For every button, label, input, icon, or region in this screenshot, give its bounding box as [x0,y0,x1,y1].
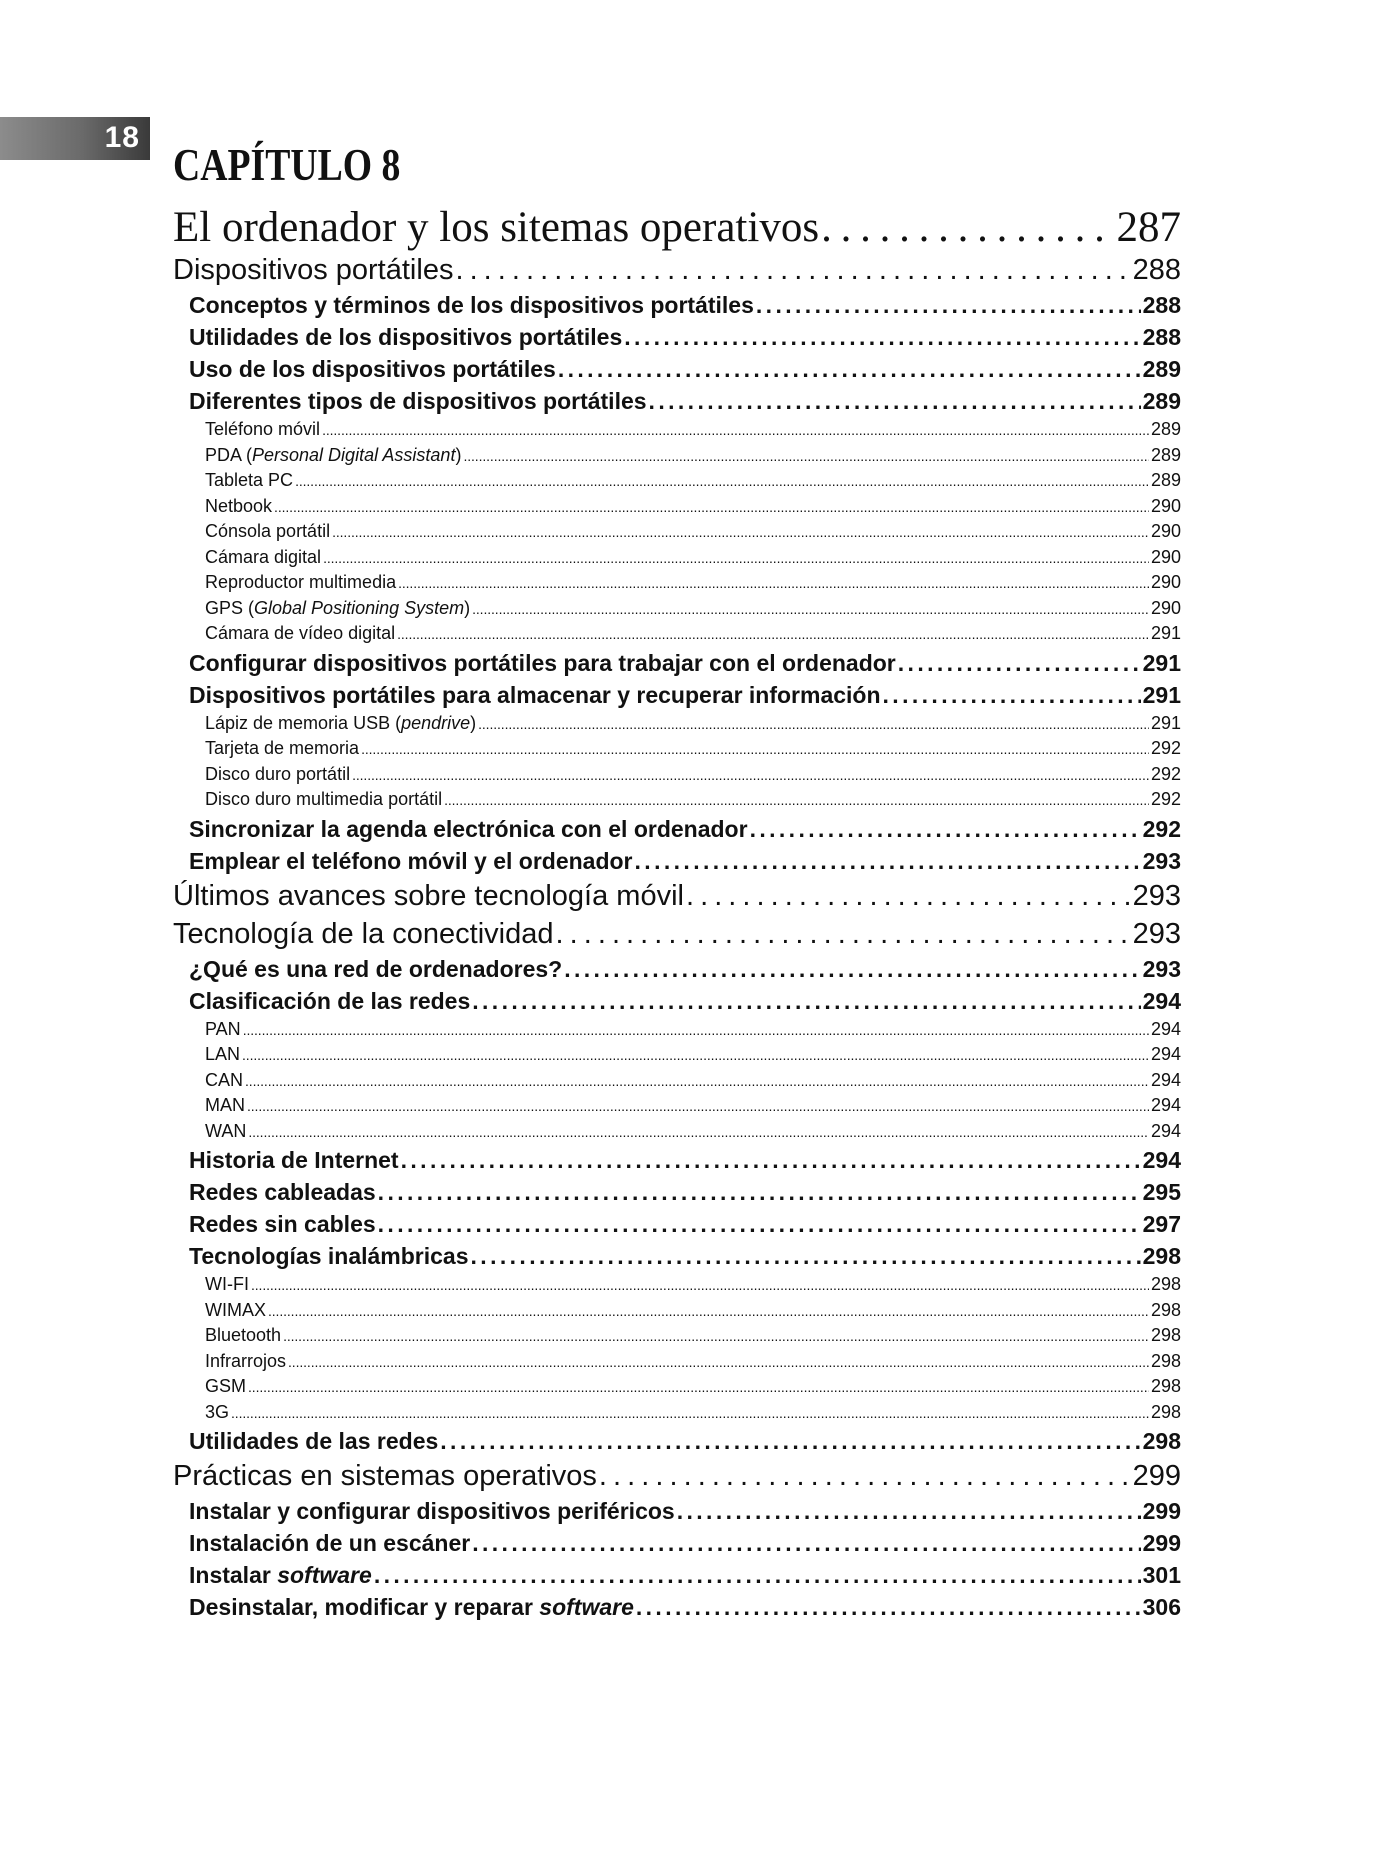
chapter-title: El ordenador y los sitemas operativos [173,205,820,251]
leader-dots [245,1068,1149,1094]
toc-entry-page: 292 [1150,763,1181,784]
leader-dots [361,736,1149,762]
leader-dots [649,385,1141,417]
toc-entry-page: 290 [1150,546,1181,567]
toc-entry-level-2[interactable] [173,1176,1181,1208]
leader-dots [398,570,1149,596]
toc-entry-level-3[interactable] [173,468,1181,494]
toc-entry-page: 298 [1150,1325,1181,1345]
toc-entry-page: 290 [1150,495,1181,516]
toc-entry-level-2[interactable] [173,1144,1181,1176]
toc-entry-title: PDA (Personal Digital Assistant) [205,444,462,465]
leader-dots [378,1176,1141,1208]
leader-dots [283,1323,1149,1349]
toc-entry-page: 290 [1150,572,1181,592]
toc-entry-page: 291 [1142,649,1181,676]
toc-entry-page: 293 [1142,847,1181,874]
toc-entry-title: Configurar dispositivos portátiles para trabajar con el ordenador [189,649,896,676]
toc-entry-level-2[interactable] [173,1495,1181,1527]
leader-dots [440,1425,1140,1457]
toc-entry-level-3[interactable] [173,596,1181,622]
toc-entry-level-3[interactable] [173,621,1181,647]
toc-entry-page: 292 [1150,789,1181,809]
toc-entry-title: Bluetooth [205,1325,282,1345]
toc-entries [173,251,1181,1623]
toc-entry-level-2[interactable] [173,985,1181,1017]
toc-entry-title: WI-FI [205,1274,249,1294]
toc-entry-level-1[interactable] [173,251,1181,289]
toc-entry-italic: Personal Digital Assistant [252,444,456,465]
toc-entry-level-3[interactable] [173,443,1181,469]
toc-entry-page: 292 [1142,815,1181,842]
toc-entry-level-2[interactable] [173,1208,1181,1240]
leader-dots [624,321,1140,353]
toc-entry-page: 291 [1142,681,1181,708]
toc-entry-page: 289 [1142,356,1181,382]
toc-entry-page: 298 [1142,1243,1181,1269]
toc-entry-title: Reproductor multimedia [205,572,397,592]
leader-dots [471,1240,1141,1272]
toc-entry-page: 294 [1150,1018,1181,1039]
toc-entry-level-1[interactable] [173,1457,1181,1495]
toc-entry-title: Tableta PC [205,470,294,490]
chapter-title-entry[interactable] [173,205,1181,251]
leader-dots [564,953,1140,985]
toc-entry-page: 298 [1150,1299,1181,1320]
toc-entry-level-2[interactable] [173,679,1181,711]
toc-entry-title: Tecnologías inalámbricas [189,1243,469,1269]
leader-dots [898,647,1141,679]
toc-entry-level-1[interactable] [173,915,1181,953]
toc-entry-title: Cónsola portátil [205,521,331,541]
toc-entry-title: GPS (Global Positioning System) [205,597,471,618]
toc-entry-title: Dispositivos portátiles [173,254,454,286]
toc-entry-level-3[interactable] [173,545,1181,571]
toc-entry-level-2[interactable] [173,385,1181,417]
toc-entry-page: 294 [1150,1069,1181,1090]
page-number-tab [0,117,150,160]
toc-entry-level-3[interactable] [173,417,1181,443]
leader-dots [636,1591,1141,1623]
toc-entry-level-3[interactable] [173,736,1181,762]
toc-entry-level-2[interactable] [173,1559,1181,1591]
toc-entry-page: 294 [1150,1044,1181,1064]
toc-entry-level-3[interactable] [173,1093,1181,1119]
toc-entry-level-3[interactable] [173,1119,1181,1145]
toc-entry-level-3[interactable] [173,1323,1181,1349]
toc-entry-page: 289 [1150,419,1181,439]
leader-dots [268,1298,1149,1324]
toc-entry-title: Infrarrojos [205,1350,287,1371]
leader-dots [750,813,1141,845]
toc-entry-page: 288 [1132,254,1181,286]
leader-dots [883,679,1141,711]
toc-entry-title: Instalar software [189,1562,372,1588]
toc-entry-page: 298 [1150,1401,1181,1422]
toc-entry-page: 291 [1150,712,1181,733]
toc-entry-level-3[interactable] [173,519,1181,545]
toc-entry-page: 289 [1142,388,1181,414]
toc-entry-title: 3G [205,1401,230,1422]
toc-entry-page: 293 [1132,879,1181,912]
toc-entry-page: 306 [1142,1594,1181,1620]
toc-entry-italic: pendrive [401,712,471,733]
leader-dots [248,1374,1149,1400]
leader-dots [248,1119,1149,1145]
toc-entry-title: Lápiz de memoria USB (pendrive) [205,712,477,733]
toc-entry-title: Tecnología de la conectividad [173,917,554,950]
toc-entry-level-2[interactable] [173,289,1181,321]
toc-entry-page: 299 [1132,1460,1181,1492]
toc-entry-title: Cámara digital [205,546,322,567]
toc-entry-page: 289 [1150,470,1181,490]
leader-dots [455,251,1130,289]
toc-entry-title: Emplear el teléfono móvil y el ordenador [189,847,633,874]
leader-dots [352,762,1149,788]
leader-dots [323,545,1149,571]
toc-entry-title: Diferentes tipos de dispositivos portátiles [189,388,647,414]
toc-entry-title: WAN [205,1120,247,1141]
toc-entry-title: MAN [205,1095,245,1115]
toc-entry-level-3[interactable] [173,1042,1181,1068]
toc-entry-page: 290 [1150,597,1181,618]
toc-entry-title: Utilidades de las redes [189,1428,439,1454]
leader-dots [231,1400,1149,1426]
toc-entry-level-3[interactable] [173,1374,1181,1400]
toc-entry-title: Cámara de vídeo digital [205,623,396,643]
toc-entry-italic: software [539,1594,634,1620]
leader-dots [635,845,1141,877]
leader-dots [295,468,1149,494]
toc-entry-title: Conceptos y términos de los dispositivos portátiles [189,292,754,318]
leader-dots [472,985,1140,1017]
leader-dots [247,1093,1149,1119]
leader-dots [555,915,1130,953]
toc-entry-title: Redes cableadas [189,1179,376,1205]
toc-entry-level-3[interactable] [173,570,1181,596]
toc-entry-title: Instalar y configurar dispositivos periféricos [189,1498,675,1524]
toc-entry-level-3[interactable] [173,762,1181,788]
toc-entry-page: 293 [1132,917,1181,950]
leader-dots [821,205,1114,251]
toc-entry-title: Uso de los dispositivos portátiles [189,356,556,382]
leader-dots [251,1272,1149,1298]
toc-entry-page: 288 [1142,324,1181,350]
toc-entry-level-3[interactable] [173,787,1181,813]
leader-dots [599,1457,1131,1495]
toc-entry-title: Clasificación de las redes [189,987,471,1014]
toc-entry-level-2[interactable] [173,321,1181,353]
leader-dots [686,877,1131,915]
toc-entry-title: Instalación de un escáner [189,1530,471,1556]
toc-entry-title: WIMAX [205,1299,266,1320]
toc-entry-title: Prácticas en sistemas operativos [173,1460,597,1492]
leader-dots [288,1349,1149,1375]
toc-entry-level-2[interactable] [173,647,1181,679]
toc-entry-level-3[interactable] [173,1400,1181,1426]
leader-dots [677,1495,1141,1527]
toc-entry-title: Teléfono móvil [205,419,321,439]
leader-dots [478,711,1149,737]
toc-entry-page: 298 [1150,1376,1181,1396]
toc-entry-page: 298 [1150,1274,1181,1294]
toc-entry-page: 298 [1142,1428,1181,1454]
page-number: 18 [104,121,140,154]
toc-entry-level-3[interactable] [173,1272,1181,1298]
toc-entry-title: Redes sin cables [189,1211,376,1237]
toc-entry-level-2[interactable] [173,1425,1181,1457]
toc-entry-title: Tarjeta de memoria [205,738,360,758]
leader-dots [322,417,1149,443]
toc-entry-level-3[interactable] [173,1349,1181,1375]
toc-entry-level-3[interactable] [173,494,1181,520]
toc-entry-level-3[interactable] [173,711,1181,737]
toc-entry-page: 294 [1142,1147,1181,1173]
leader-dots [378,1208,1141,1240]
toc-entry-title: GSM [205,1376,247,1396]
toc-entry-level-3[interactable] [173,1017,1181,1043]
toc-entry-page: 299 [1142,1530,1181,1556]
leader-dots [444,787,1149,813]
toc-entry-title: LAN [205,1044,241,1064]
leader-dots [332,519,1149,545]
toc-entry-page: 297 [1142,1211,1181,1237]
toc-entry-title: CAN [205,1069,244,1090]
leader-dots [558,353,1141,385]
chapter-label: CAPÍTULO 8 [173,139,401,190]
toc-entry-page: 294 [1150,1095,1181,1115]
leader-dots [756,289,1141,321]
toc-entry-title: Últimos avances sobre tecnología móvil [173,879,684,912]
table-of-contents [173,135,1181,1623]
toc-entry-level-2[interactable] [173,845,1181,877]
toc-entry-italic: Global Positioning System [254,597,465,618]
toc-entry-page: 291 [1150,623,1181,643]
toc-entry-level-2[interactable] [173,1240,1181,1272]
toc-entry-page: 295 [1142,1179,1181,1205]
leader-dots [243,1017,1149,1043]
leader-dots [374,1559,1141,1591]
toc-entry-title: Dispositivos portátiles para almacenar y recuperar información [189,681,881,708]
leader-dots [242,1042,1149,1068]
toc-entry-title: PAN [205,1018,241,1039]
toc-entry-level-3[interactable] [173,1068,1181,1094]
toc-entry-page: 294 [1142,987,1181,1014]
toc-entry-page: 294 [1150,1120,1181,1141]
toc-entry-level-2[interactable] [173,953,1181,985]
toc-entry-page: 298 [1150,1350,1181,1371]
toc-entry-title: Desinstalar, modificar y reparar software [189,1594,634,1620]
toc-entry-title: Disco duro portátil [205,763,351,784]
chapter-title-page: 287 [1116,205,1181,251]
toc-entry-page: 292 [1150,738,1181,758]
leader-dots [463,443,1149,469]
toc-entry-level-2[interactable] [173,353,1181,385]
toc-entry-level-1[interactable] [173,877,1181,915]
toc-entry-page: 299 [1142,1498,1181,1524]
toc-entry-page: 288 [1142,292,1181,318]
toc-entry-level-2[interactable] [173,813,1181,845]
toc-entry-page: 290 [1150,521,1181,541]
toc-entry-title: Netbook [205,495,273,516]
leader-dots [397,621,1149,647]
toc-entry-title: Sincronizar la agenda electrónica con el ordenador [189,815,748,842]
toc-entry-title: ¿Qué es una red de ordenadores? [189,955,563,982]
toc-entry-title: Historia de Internet [189,1147,399,1173]
toc-entry-page: 293 [1142,955,1181,982]
toc-entry-title: Disco duro multimedia portátil [205,789,443,809]
leader-dots [472,1527,1140,1559]
toc-entry-level-2[interactable] [173,1591,1181,1623]
toc-entry-page: 301 [1142,1562,1181,1588]
toc-entry-page: 289 [1150,444,1181,465]
toc-entry-level-3[interactable] [173,1298,1181,1324]
toc-entry-title: Utilidades de los dispositivos portátiles [189,324,623,350]
toc-entry-level-2[interactable] [173,1527,1181,1559]
leader-dots [274,494,1149,520]
toc-entry-italic: software [277,1562,372,1588]
leader-dots [472,596,1149,622]
leader-dots [401,1144,1141,1176]
